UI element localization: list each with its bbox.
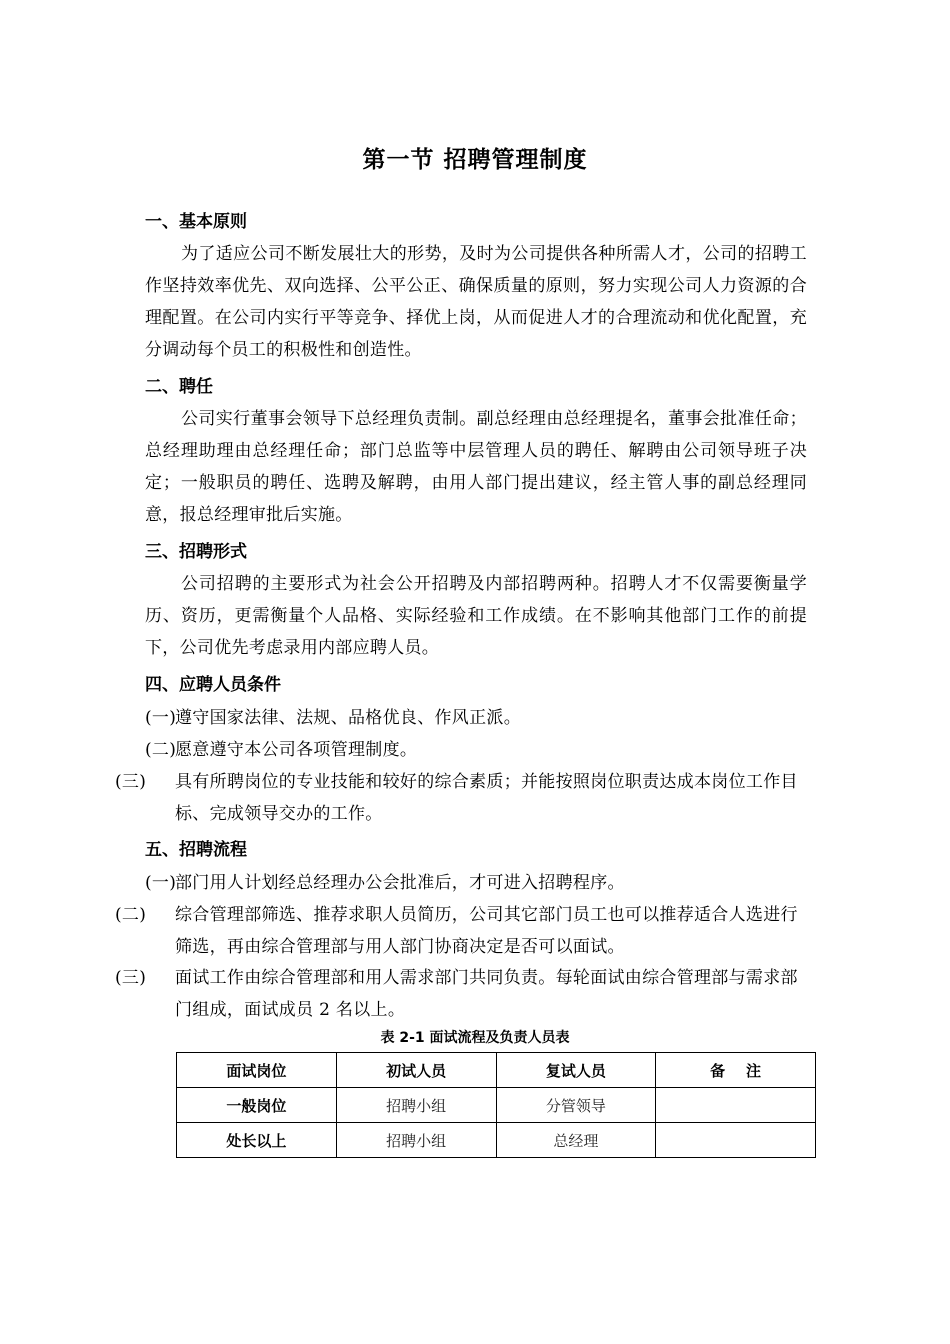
table-cell bbox=[656, 1123, 816, 1158]
list-item-text: 综合管理部筛选、推荐求职人员简历，公司其它部门员工也可以推荐适合人选进行筛选，再由综合管理部与用人部门协商决定是否可以面试。 bbox=[175, 905, 798, 957]
table-row bbox=[177, 1088, 816, 1123]
table-cell: 一般岗位 bbox=[177, 1088, 337, 1123]
table-header-row bbox=[177, 1053, 816, 1088]
table-caption: 表 2-1 面试流程及负责人员表 bbox=[380, 1030, 570, 1046]
section-heading-recruitment-forms: 三、招聘形式 bbox=[145, 542, 247, 562]
section-paragraph-recruitment-forms: 公司招聘的主要形式为社会公开招聘及内部招聘两种。招聘人才不仅需要衡量学历、资历，更需衡量个人品格、实际经验和工作成绩。在不影响其他部门工作的前提下，公司优先考虑录用内部应聘人员。 bbox=[145, 574, 807, 658]
list-item-text: 遵守国家法律、法规、品格优良、作风正派。 bbox=[175, 708, 521, 728]
list-item-number: (一) bbox=[145, 873, 177, 893]
section-heading-basic-principles: 一、基本原则 bbox=[145, 212, 247, 232]
list-item bbox=[115, 766, 807, 830]
list-item bbox=[115, 962, 807, 1026]
table-header-cell: 面试岗位 bbox=[177, 1053, 337, 1088]
table-header-cell: 备 注 bbox=[656, 1053, 816, 1088]
table-header-cell: 初试人员 bbox=[336, 1053, 496, 1088]
list-item bbox=[145, 867, 807, 899]
list-item-number: (二) bbox=[145, 740, 177, 760]
page-title: 第一节 招聘管理制度 bbox=[362, 147, 588, 173]
section-heading-appointment: 二、聘任 bbox=[145, 377, 213, 397]
interview-table bbox=[176, 1052, 816, 1158]
table-header-cell: 复试人员 bbox=[496, 1053, 656, 1088]
table-cell: 处长以上 bbox=[177, 1123, 337, 1158]
list-item-number: (三) bbox=[115, 772, 147, 792]
list-item bbox=[115, 899, 807, 963]
list-item-number: (一) bbox=[145, 708, 177, 728]
section-heading-recruitment-process: 五、招聘流程 bbox=[145, 840, 247, 860]
table-cell: 招聘小组 bbox=[336, 1123, 496, 1158]
section-heading-applicant-conditions: 四、应聘人员条件 bbox=[145, 675, 281, 695]
list-item-text: 部门用人计划经总经理办公会批准后，才可进入招聘程序。 bbox=[175, 873, 625, 893]
table-cell bbox=[656, 1088, 816, 1123]
list-item bbox=[145, 734, 807, 766]
list-item-text: 面试工作由综合管理部和用人需求部门共同负责。每轮面试由综合管理部与需求部门组成，面试成员 2 名以上。 bbox=[175, 968, 798, 1020]
list-item-number: (二) bbox=[115, 905, 147, 925]
table-cell: 总经理 bbox=[496, 1123, 656, 1158]
table-row bbox=[177, 1123, 816, 1158]
table-cell: 招聘小组 bbox=[336, 1088, 496, 1123]
list-item bbox=[145, 702, 807, 734]
list-item-text: 具有所聘岗位的专业技能和较好的综合素质；并能按照岗位职责达成本岗位工作目标、完成领导交办的工作。 bbox=[175, 772, 798, 824]
section-paragraph-basic-principles: 为了适应公司不断发展壮大的形势，及时为公司提供各种所需人才，公司的招聘工作坚持效率优先、双向选择、公平公正、确保质量的原则，努力实现公司人力资源的合理配置。在公司内实行平等竞争、择优上岗，从而促进人才的合理流动和优化配置，充分调动每个员工的积极性和创造性。 bbox=[145, 244, 807, 360]
table-cell: 分管领导 bbox=[496, 1088, 656, 1123]
list-item-number: (三) bbox=[115, 968, 147, 988]
list-item-text: 愿意遵守本公司各项管理制度。 bbox=[175, 740, 418, 760]
section-paragraph-appointment: 公司实行董事会领导下总经理负责制。副总经理由总经理提名，董事会批准任命；总经理助理由总经理任命；部门总监等中层管理人员的聘任、解聘由公司领导班子决定；一般职员的聘任、选聘及解聘，由用人部门提出建议，经主管人事的副总经理同意，报总经理审批后实施。 bbox=[145, 409, 807, 525]
